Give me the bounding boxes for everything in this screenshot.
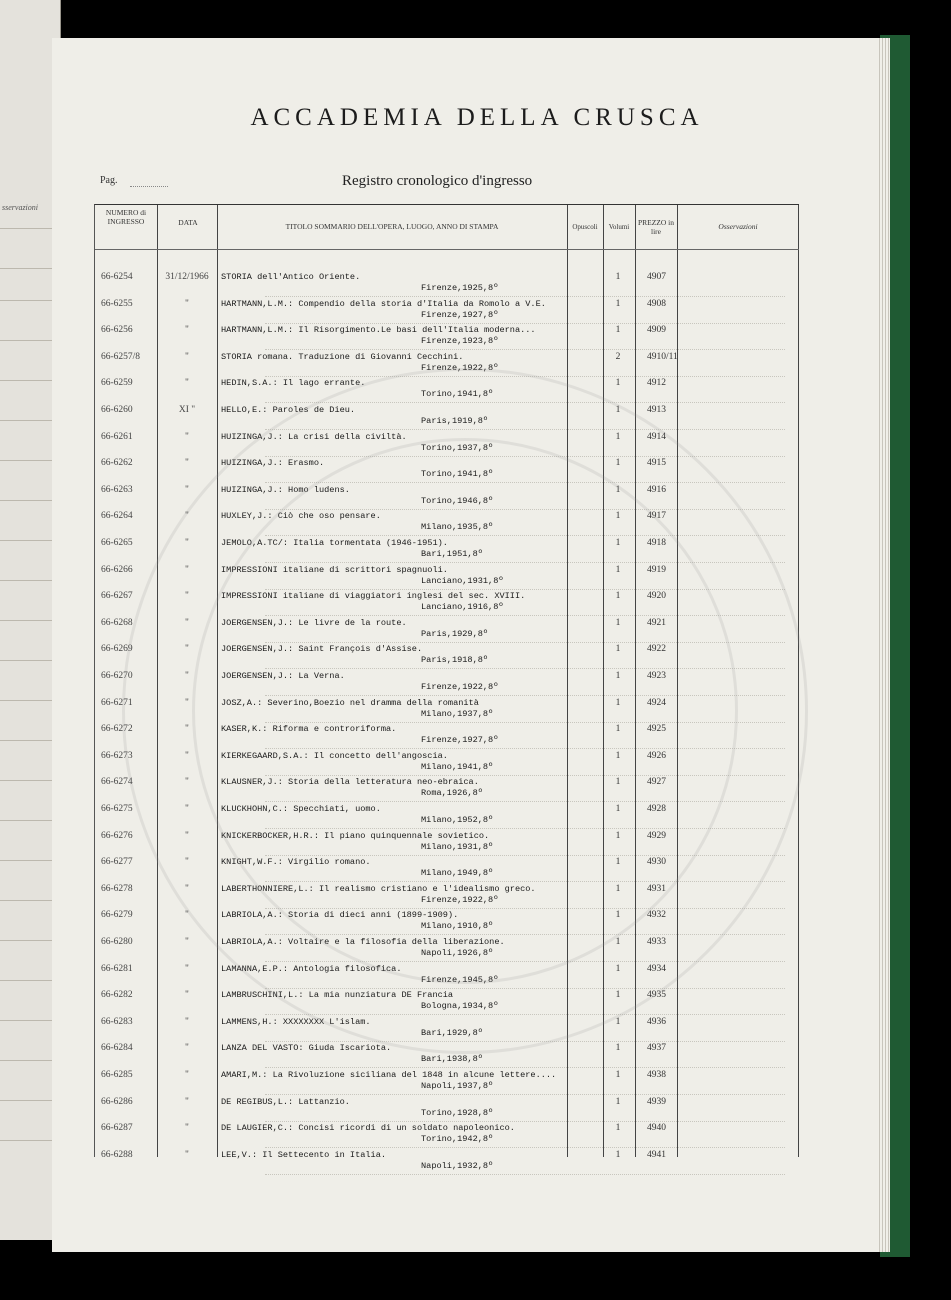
row-volumes: 1 — [615, 298, 621, 309]
row-rule — [265, 562, 785, 563]
row-number: 66-6270 — [101, 671, 133, 681]
col-header-opuscoli: Opuscoli — [572, 223, 598, 231]
row-place: Firenze,1925,8º — [421, 283, 499, 293]
row-price: 4914 — [647, 431, 666, 442]
row-title: HUIZINGA,J.: Homo ludens. — [221, 484, 350, 495]
row-date: " — [185, 830, 189, 841]
row-date: " — [185, 591, 189, 602]
row-rule — [265, 323, 785, 324]
row-price: 4920 — [647, 591, 666, 602]
row-place: Napoli,1937,8º — [421, 1081, 494, 1091]
row-number: 66-6279 — [101, 910, 133, 921]
row-price: 4940 — [647, 1123, 666, 1134]
row-rule — [265, 961, 785, 962]
row-volumes: 1 — [615, 1096, 621, 1107]
row-place: Paris,1929,8º — [421, 628, 489, 639]
row-volumes: 1 — [615, 272, 621, 282]
row-rule — [265, 775, 785, 776]
row-number: 66-6265 — [101, 538, 133, 548]
row-number: 66-6287 — [101, 1123, 133, 1134]
row-volumes: 1 — [615, 883, 621, 894]
row-volumes: 1 — [615, 724, 621, 735]
row-place: Firenze,1922,8º — [421, 362, 499, 373]
row-rule — [265, 881, 785, 882]
row-title: KNICKERBOCKER,H.R.: Il piano quinquennale sovietico. — [221, 830, 490, 841]
row-rule — [265, 801, 785, 802]
row-number: 66-6273 — [101, 750, 133, 761]
row-date: " — [185, 750, 189, 761]
row-date: " — [185, 1043, 189, 1054]
row-title: LAMMENS,H.: XXXXXXXX L'islam. — [221, 1016, 371, 1027]
row-place: Roma,1926,8º — [421, 788, 483, 799]
row-price: 4915 — [647, 458, 666, 469]
row-place: Milano,1935,8º — [421, 522, 494, 533]
row-number: 66-6281 — [101, 963, 133, 974]
row-place: Firenze,1922,8º — [421, 682, 499, 692]
row-number: 66-6255 — [101, 298, 133, 309]
page-number-line — [130, 186, 168, 187]
row-date: " — [185, 538, 189, 548]
row-number: 66-6284 — [101, 1043, 133, 1054]
row-rule — [265, 934, 785, 935]
row-volumes: 1 — [615, 830, 621, 841]
row-date: " — [185, 697, 189, 708]
row-date: " — [185, 990, 189, 1001]
row-volumes: 1 — [615, 325, 621, 336]
row-title: HARTMANN,L.M.: Compendio della storia d'Italia da Romolo a V.E. — [221, 298, 546, 309]
row-price: 4924 — [647, 697, 666, 708]
row-date: " — [185, 511, 189, 522]
row-price: 4908 — [647, 298, 666, 309]
row-price: 4919 — [647, 564, 666, 575]
row-number: 66-6277 — [101, 857, 133, 868]
row-title: LANZA DEL VASTO: Giuda Iscariota. — [221, 1043, 392, 1054]
row-date: " — [185, 963, 189, 974]
row-rule — [265, 509, 785, 510]
row-place: Milano,1941,8º — [421, 761, 494, 772]
row-price: 4907 — [647, 272, 666, 282]
row-date: 31/12/1966 — [165, 272, 209, 282]
row-volumes: 1 — [615, 564, 621, 575]
row-rule — [265, 722, 785, 723]
row-price: 4933 — [647, 937, 666, 947]
row-price: 4936 — [647, 1016, 666, 1027]
row-title: JOERGENSEN,J.: La Verna. — [221, 671, 345, 681]
row-place: Milano,1931,8º — [421, 841, 494, 852]
row-date: " — [185, 1016, 189, 1027]
row-place: Firenze,1923,8º — [421, 336, 499, 347]
page-heading: ACCADEMIA DELLA CRUSCA — [250, 104, 704, 131]
col-header-osservazioni: Osservazioni — [718, 222, 758, 231]
row-volumes: 1 — [615, 1043, 621, 1054]
row-date: " — [185, 724, 189, 735]
row-title: JOERGENSEN,J.: Le livre de la route. — [221, 617, 407, 628]
row-place: Firenze,1927,8º — [421, 735, 499, 746]
row-rule — [265, 642, 785, 643]
row-volumes: 1 — [615, 617, 621, 628]
row-number: 66-6260 — [101, 405, 133, 415]
left-page-header-fragment: sservazioni — [2, 203, 38, 212]
row-place: Firenze,1922,8º — [421, 894, 499, 905]
row-number: 66-6259 — [101, 378, 133, 389]
row-place: Paris,1919,8º — [421, 416, 489, 426]
row-title: DE LAUGIER,C.: Concisi ricordi di un soldato napoleonico. — [221, 1123, 515, 1134]
row-price: 4937 — [647, 1043, 666, 1054]
row-place: Napoli,1926,8º — [421, 948, 494, 958]
row-title: HEDIN,S.A.: Il lago errante. — [221, 378, 366, 389]
row-rule — [265, 535, 785, 536]
row-date: " — [185, 804, 189, 814]
row-price: 4931 — [647, 883, 666, 894]
row-place: Napoli,1932,8º — [421, 1160, 494, 1171]
row-place: Bologna,1934,8º — [421, 1001, 499, 1012]
row-date: " — [185, 564, 189, 575]
row-place: Firenze,1927,8º — [421, 309, 499, 320]
row-rule — [265, 376, 785, 377]
row-price: 4918 — [647, 538, 666, 548]
row-volumes: 1 — [615, 671, 621, 681]
row-price: 4939 — [647, 1096, 666, 1107]
row-date: " — [185, 325, 189, 336]
row-price: 4916 — [647, 484, 666, 495]
row-volumes: 1 — [615, 431, 621, 442]
row-rule — [265, 429, 785, 430]
row-volumes: 1 — [615, 591, 621, 602]
row-volumes: 1 — [615, 1123, 621, 1134]
row-price: 4935 — [647, 990, 666, 1001]
row-place: Milano,1949,8º — [421, 868, 494, 879]
row-place: Lanciano,1931,8º — [421, 575, 504, 586]
row-number: 66-6276 — [101, 830, 133, 841]
row-date: XI " — [178, 405, 196, 415]
row-date: " — [185, 910, 189, 921]
row-place: Milano,1952,8º — [421, 815, 494, 825]
row-price: 4913 — [647, 405, 666, 415]
row-title: LABRIOLA,A.: Voltaire e la filosofia della liberazione. — [221, 937, 505, 947]
row-volumes: 1 — [615, 910, 621, 921]
row-title: LABERTHONNIERE,L.: Il realismo cristiano e l'idealismo greco. — [221, 883, 536, 894]
row-number: 66-6254 — [101, 272, 133, 282]
row-volumes: 1 — [615, 484, 621, 495]
row-date: " — [185, 351, 189, 362]
row-title: HUXLEY,J.: Ciò che oso pensare. — [221, 511, 381, 522]
row-date: " — [185, 1123, 189, 1134]
page-number-label: Pag. — [100, 175, 118, 186]
row-place: Milano,1910,8º — [421, 921, 494, 932]
row-volumes: 1 — [615, 697, 621, 708]
row-date: " — [185, 857, 189, 868]
row-number: 66-6256 — [101, 325, 133, 336]
row-price: 4938 — [647, 1070, 666, 1080]
row-title: KIERKEGAARD,S.A.: Il concetto dell'angoscia. — [221, 750, 448, 761]
row-number: 66-6267 — [101, 591, 133, 602]
row-price: 4941 — [647, 1149, 666, 1160]
row-date: " — [185, 617, 189, 628]
row-volumes: 1 — [615, 378, 621, 389]
row-date: " — [185, 671, 189, 681]
row-title: HARTMANN,L.M.: Il Risorgimento.Le basi dell'Italia moderna... — [221, 325, 536, 336]
row-rule — [265, 1014, 785, 1015]
row-number: 66-6275 — [101, 804, 133, 814]
row-date: " — [185, 644, 189, 655]
row-number: 66-6271 — [101, 697, 133, 708]
col-header-volumi: Volumi — [608, 223, 630, 231]
row-title: HUIZINGA,J.: La crisi della civiltà. — [221, 431, 407, 442]
row-number: 66-6288 — [101, 1149, 133, 1160]
row-number: 66-6266 — [101, 564, 133, 575]
row-number: 66-6285 — [101, 1070, 133, 1080]
row-date: " — [185, 1070, 189, 1080]
row-place: Milano,1937,8º — [421, 708, 494, 719]
row-date: " — [185, 883, 189, 894]
row-place: Torino,1941,8º — [421, 469, 494, 480]
row-price: 4932 — [647, 910, 666, 921]
row-price: 4921 — [647, 617, 666, 628]
row-number: 66-6278 — [101, 883, 133, 894]
row-date: " — [185, 1096, 189, 1107]
row-price: 4926 — [647, 750, 666, 761]
row-number: 66-6272 — [101, 724, 133, 735]
row-volumes: 1 — [615, 963, 621, 974]
row-price: 4934 — [647, 963, 666, 974]
row-place: Bari,1929,8º — [421, 1027, 483, 1038]
row-price: 4925 — [647, 724, 666, 735]
register-page — [52, 38, 878, 1252]
row-rule — [265, 296, 785, 297]
row-place: Firenze,1945,8º — [421, 974, 499, 985]
row-title: LEE,V.: Il Settecento in Italia. — [221, 1149, 387, 1160]
row-date: " — [185, 378, 189, 389]
row-date: " — [185, 484, 189, 495]
row-number: 66-6282 — [101, 990, 133, 1001]
row-title: HELLO,E.: Paroles de Dieu. — [221, 405, 356, 415]
row-volumes: 1 — [615, 405, 621, 415]
row-volumes: 1 — [615, 857, 621, 868]
row-rule — [265, 855, 785, 856]
row-number: 66-6268 — [101, 617, 133, 628]
row-date: " — [185, 937, 189, 947]
col-header-numero: NUMERO di INGRESSO — [105, 208, 147, 226]
register-subtitle: Registro cronologico d'ingresso — [342, 173, 533, 189]
row-rule — [265, 1067, 785, 1068]
row-rule — [265, 1121, 785, 1122]
row-title: LAMBRUSCHINI,L.: La mia nunziatura DE Francia — [221, 990, 454, 1001]
row-number: 66-6257/8 — [101, 351, 141, 362]
row-title: KNIGHT,W.F.: Virgilio romano. — [221, 857, 371, 868]
row-rule — [265, 1094, 785, 1095]
row-place: Torino,1928,8º — [421, 1107, 494, 1118]
row-rule — [265, 988, 785, 989]
row-title: DE REGIBUS,L.: Lattanzio. — [221, 1096, 350, 1107]
row-place: Paris,1918,8º — [421, 655, 489, 666]
row-price: 4930 — [647, 857, 666, 868]
row-title: IMPRESSIONI italiane di viaggiatori inglesi del sec. XVIII. — [221, 591, 526, 602]
row-rule — [265, 695, 785, 696]
row-title: JEMOLO,A.TC/: Italia tormentata (1946-1951). — [221, 538, 448, 548]
row-place: Lanciano,1916,8º — [421, 602, 504, 613]
row-date: " — [185, 431, 189, 442]
row-rule — [265, 456, 785, 457]
row-price: 4927 — [647, 777, 666, 788]
row-price: 4909 — [647, 325, 666, 336]
row-price: 4910/11 — [647, 351, 678, 362]
row-price: 4929 — [647, 830, 666, 841]
row-price: 4923 — [647, 671, 666, 681]
row-title: LAMANNA,E.P.: Antologia filosofica. — [221, 963, 402, 974]
row-volumes: 1 — [615, 1149, 621, 1160]
row-rule — [265, 748, 785, 749]
row-date: " — [185, 458, 189, 469]
row-volumes: 1 — [615, 804, 621, 814]
row-rule — [265, 1147, 785, 1148]
row-rule — [265, 349, 785, 350]
row-title: JOSZ,A.: Severino,Boezio nel dramma della romanità — [221, 697, 479, 708]
row-number: 66-6263 — [101, 484, 133, 495]
register-table — [94, 204, 799, 1171]
row-price: 4928 — [647, 804, 666, 814]
row-place: Torino,1942,8º — [421, 1134, 494, 1145]
row-volumes: 1 — [615, 538, 621, 548]
row-title: IMPRESSIONI italiane di scrittori spagnuoli. — [221, 564, 448, 575]
row-volumes: 1 — [615, 458, 621, 469]
col-header-prezzo: PREZZO in lire — [637, 218, 675, 236]
row-rule — [265, 828, 785, 829]
row-volumes: 1 — [615, 1070, 621, 1080]
row-number: 66-6261 — [101, 431, 133, 442]
row-rule — [265, 589, 785, 590]
row-title: STORIA romana. Traduzione di Giovanni Cecchini. — [221, 351, 464, 362]
row-number: 66-6262 — [101, 458, 133, 469]
row-rule — [265, 402, 785, 403]
row-date: " — [185, 298, 189, 309]
row-title: KLAUSNER,J.: Storia della letteratura neo-ebraica. — [221, 777, 479, 788]
row-number: 66-6274 — [101, 777, 133, 788]
row-rule — [265, 615, 785, 616]
row-volumes: 1 — [615, 511, 621, 522]
row-place: Torino,1941,8º — [421, 389, 494, 400]
row-volumes: 1 — [615, 777, 621, 788]
row-place: Bari,1938,8º — [421, 1054, 483, 1065]
row-title: HUIZINGA,J.: Erasmo. — [221, 458, 325, 469]
row-title: JOERGENSEN,J.: Saint François d'Assise. — [221, 644, 423, 655]
row-price: 4917 — [647, 511, 666, 522]
row-date: " — [185, 1149, 189, 1160]
row-volumes: 1 — [615, 937, 621, 947]
row-number: 66-6286 — [101, 1096, 133, 1107]
row-volumes: 1 — [615, 750, 621, 761]
row-number: 66-6280 — [101, 937, 133, 947]
row-title: LABRIOLA,A.: Storia di dieci anni (1899-1909). — [221, 910, 459, 921]
row-volumes: 1 — [615, 644, 621, 655]
row-date: " — [185, 777, 189, 788]
row-price: 4922 — [647, 644, 666, 655]
row-title: STORIA dell'Antico Oriente. — [221, 272, 361, 282]
row-rule — [265, 482, 785, 483]
row-price: 4912 — [647, 378, 666, 389]
row-volumes: 1 — [615, 990, 621, 1001]
row-title: KLUCKHOHN,C.: Specchiati, uomo. — [221, 804, 381, 814]
row-place: Torino,1937,8º — [421, 442, 494, 453]
row-rule — [265, 1041, 785, 1042]
col-header-data: DATA — [178, 218, 198, 227]
row-rule — [265, 668, 785, 669]
row-rule — [265, 908, 785, 909]
row-title: AMARI,M.: La Rivoluzione siciliana del 1848 in alcune lettere.... — [221, 1070, 557, 1080]
row-number: 66-6264 — [101, 511, 133, 522]
row-volumes: 1 — [615, 1016, 621, 1027]
row-place: Bari,1951,8º — [421, 549, 483, 559]
row-title: KASER,K.: Riforma e controriforma. — [221, 724, 397, 735]
row-number: 66-6269 — [101, 644, 133, 655]
row-place: Torino,1946,8º — [421, 495, 494, 506]
col-header-titolo: TITOLO SOMMARIO DELL'OPERA, LUOGO, ANNO DI STAMPA — [285, 222, 499, 231]
row-rule — [265, 1174, 785, 1175]
row-volumes: 2 — [615, 351, 621, 362]
row-number: 66-6283 — [101, 1016, 133, 1027]
